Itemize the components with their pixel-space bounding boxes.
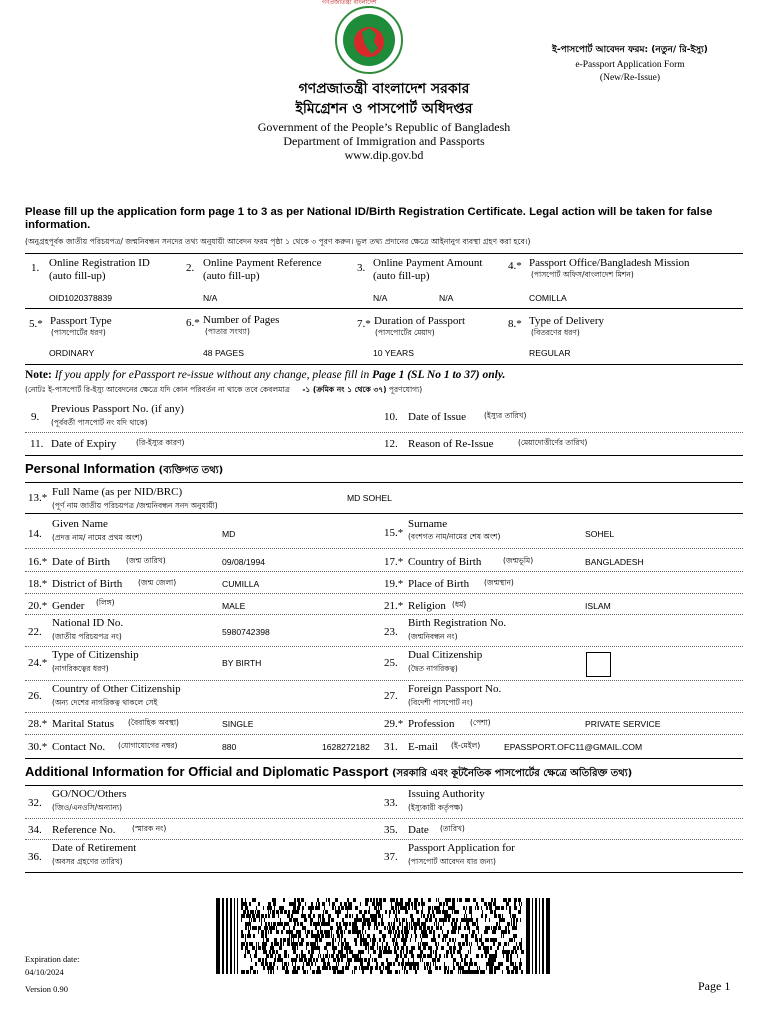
- field-36-number: 36.: [28, 851, 42, 863]
- field-17-label: Country of Birth: [408, 556, 482, 568]
- divider: [25, 785, 743, 786]
- field-29-sub: (পেশা): [470, 718, 491, 727]
- field-20-number: 20.*: [28, 600, 48, 612]
- divider: [25, 455, 743, 456]
- religion-value[interactable]: ISLAM: [585, 601, 611, 611]
- field-37-sub: (পাসপোর্ট আবেদন যার জন্য): [408, 857, 496, 866]
- field-14-number: 14.: [28, 528, 42, 540]
- field-9-sub: (পূর্ববর্তী পাসপোর্ট নং যদি থাকে): [51, 418, 148, 427]
- field-21-number: 21.*: [384, 600, 404, 612]
- field-3-number: 3.: [357, 262, 366, 274]
- surname-value[interactable]: SOHEL: [585, 529, 615, 539]
- country-of-birth-value[interactable]: BANGLADESH: [585, 557, 644, 567]
- divider: [25, 432, 743, 433]
- field-4-sub: (পাসপোর্ট অফিস/বাংলাদেশ মিশন): [531, 270, 634, 279]
- seal-text: গণপ্রজাতন্ত্রী বাংলাদেশ: [322, 0, 377, 6]
- marital-status-value[interactable]: SINGLE: [222, 719, 254, 729]
- field-19-label: Place of Birth: [408, 578, 470, 590]
- field-33-sub: (ইস্যুকারী কর্তৃপক্ষ): [408, 803, 464, 812]
- field-8-label: Type of Delivery: [529, 315, 604, 327]
- field-16-label: Date of Birth: [52, 556, 111, 568]
- field-12-label: Reason of Re-Issue: [408, 438, 494, 450]
- email-value[interactable]: EPASSPORT.OFC11@GMAIL.COM: [504, 742, 643, 752]
- field-16-number: 16.*: [28, 556, 48, 568]
- field-18-label: District of Birth: [52, 578, 123, 590]
- district-of-birth-value[interactable]: CUMILLA: [222, 579, 260, 589]
- reissue-note: [25, 369, 505, 381]
- field-1-label-sub: (auto fill-up): [49, 270, 106, 282]
- field-31-number: 31.: [384, 741, 398, 753]
- government-seal: [322, 0, 416, 74]
- note-bn-bold: -১ (ক্রমিক নং ১ থেকে ৩৭): [302, 385, 387, 394]
- field-35-sub: (তারিখ): [440, 824, 465, 833]
- note-prefix: Note:: [25, 369, 52, 381]
- field-6-sub: (পাতার সংখ্যা): [205, 327, 250, 336]
- note-bn-text: (নোটঃ ই-পাসপোর্ট রি-ইস্যু আবেদনের ক্ষেত্রে যদি কোন পরিবর্তন না থাকে তবে কেবলমাত্র: [25, 385, 290, 394]
- field-10-label: Date of Issue: [408, 411, 467, 423]
- field-28-sub: (বৈবাহিক অবস্থা): [128, 718, 179, 727]
- field-34-sub: (স্মারক নং): [132, 824, 167, 833]
- additional-info-title: Additional Information for Official and Diplomatic Passport: [25, 764, 389, 779]
- form-tag-bn: ই-পাসপোর্ট আবেদন ফরম: (নতুন/ রি-ইস্যু): [552, 45, 708, 55]
- reissue-note-bn: [25, 385, 422, 397]
- passport-office-value[interactable]: COMILLA: [529, 293, 567, 303]
- header-government: Government of the People’s Republic of Bangladesh: [257, 120, 511, 134]
- field-30-sub: (যোগাযোগের নম্বর): [118, 741, 178, 750]
- personal-info-heading: [25, 461, 223, 480]
- delivery-type-value[interactable]: REGULAR: [529, 348, 571, 358]
- field-11-sub: (রি-ইস্যুর কারণ): [136, 438, 185, 447]
- legal-notice: Please fill up the application form page 1 to 3 as per National ID/Birth Registration Certificate. Legal action will be taken for false information.: [25, 206, 713, 231]
- number-of-pages-value[interactable]: 48 PAGES: [203, 348, 244, 358]
- field-29-number: 29.*: [384, 718, 404, 730]
- field-1-number: 1.: [31, 262, 40, 274]
- divider: [25, 680, 743, 681]
- divider: [25, 872, 743, 873]
- field-33-number: 33.: [384, 797, 398, 809]
- field-24-label: Type of Citizenship: [52, 649, 139, 661]
- field-7-number: 7.*: [357, 318, 371, 330]
- field-2-number: 2.: [186, 262, 195, 274]
- field-11-label: Date of Expiry: [51, 438, 117, 450]
- divider: [25, 308, 743, 309]
- contact-number-value[interactable]: 1628272182: [322, 742, 370, 752]
- field-1-label: Online Registration ID: [49, 257, 150, 269]
- field-4-label: Passport Office/Bangladesh Mission: [529, 257, 690, 269]
- field-5-number: 5.*: [29, 318, 43, 330]
- page-number: Page 1: [698, 979, 731, 993]
- field-8-number: 8.*: [508, 318, 522, 330]
- field-26-sub: (অন্য দেশের নাগরিকত্ব থাকলে সেই: [52, 698, 158, 707]
- divider: [25, 839, 743, 840]
- divider: [25, 712, 743, 713]
- field-10-number: 10.: [384, 411, 398, 423]
- field-26-number: 26.: [28, 690, 42, 702]
- field-15-sub: (বংশগত নাম/নামের শেষ অংশ): [408, 532, 501, 541]
- field-13-sub: (পূর্ণ নাম জাতীয় পরিচয়পত্র /জন্মনিবন্ধন সনদ অনুযায়ী): [52, 501, 218, 510]
- field-17-number: 17.*: [384, 556, 404, 568]
- field-2-label-sub: (auto fill-up): [203, 270, 260, 282]
- field-25-label: Dual Citizenship: [408, 649, 483, 661]
- personal-info-title-bn: (ব্যক্তিগত তথ্য): [158, 465, 224, 476]
- additional-info-heading: [25, 764, 632, 783]
- field-32-sub: (জিও/এনওসি/অন্যান্য): [52, 803, 123, 812]
- gender-value[interactable]: MALE: [222, 601, 246, 611]
- field-3-label-sub: (auto fill-up): [373, 270, 430, 282]
- field-32-label: GO/NOC/Others: [52, 788, 127, 800]
- field-11-number: 11.: [30, 438, 44, 450]
- field-16-sub: (জন্ম তারিখ): [126, 556, 166, 565]
- field-3-label: Online Payment Amount: [373, 257, 483, 269]
- divider: [25, 482, 743, 483]
- field-15-number: 15.*: [384, 527, 404, 539]
- divider: [25, 253, 743, 254]
- field-4-number: 4.*: [508, 260, 522, 272]
- online-registration-id-value[interactable]: OID1020378839: [49, 293, 113, 303]
- national-id-value[interactable]: 5980742398: [222, 627, 270, 637]
- field-35-number: 35.: [384, 824, 398, 836]
- field-25-number: 25.: [384, 657, 398, 669]
- note-text: If you apply for ePassport re-issue without any change, please fill in: [51, 369, 373, 381]
- contact-country-code-value[interactable]: 880: [222, 742, 237, 752]
- divider: [25, 818, 743, 819]
- field-27-sub: (বিদেশী পাসপোর্ট নং): [408, 698, 473, 707]
- pdf417-barcode: [216, 898, 550, 974]
- expiration-date: 04/10/2024: [25, 967, 64, 977]
- field-12-number: 12.: [384, 438, 398, 450]
- field-24-sub: (নাগরিকত্বের ধরণ): [52, 664, 109, 673]
- field-22-label: National ID No.: [52, 617, 124, 629]
- field-18-sub: (জন্ম জেলা): [138, 578, 177, 587]
- form-tag-en-sub: (New/Re-Issue): [599, 73, 661, 83]
- field-19-sub: (জন্মস্থান): [484, 578, 514, 587]
- payment-amount-value-2[interactable]: N/A: [439, 293, 454, 303]
- field-20-sub: (লিঙ্গ): [96, 598, 115, 607]
- field-31-sub: (ই-মেইল): [451, 741, 481, 750]
- form-tag-en: e-Passport Application Form: [575, 60, 685, 70]
- field-33-label: Issuing Authority: [408, 788, 485, 800]
- divider: [25, 758, 743, 759]
- version-label: Version 0.90: [25, 984, 68, 994]
- field-21-sub: (ধর্ম): [452, 600, 467, 609]
- date-of-birth-value[interactable]: 09/08/1994: [222, 557, 266, 567]
- field-34-number: 34.: [28, 824, 42, 836]
- dual-citizenship-checkbox[interactable]: [586, 652, 611, 677]
- field-23-number: 23.: [384, 626, 398, 638]
- field-21-label: Religion: [408, 600, 446, 612]
- field-10-sub: (ইস্যুর তারিখ): [484, 411, 527, 420]
- field-13-number: 13.*: [28, 492, 48, 504]
- given-name-value[interactable]: MD: [222, 529, 236, 539]
- field-29-label: Profession: [408, 718, 455, 730]
- field-22-sub: (জাতীয় পরিচয়পত্র নং): [52, 632, 122, 641]
- field-27-label: Foreign Passport No.: [408, 683, 502, 695]
- field-23-sub: (জন্মনিবন্ধন নং): [408, 632, 458, 641]
- field-35-label: Date: [408, 824, 429, 836]
- field-6-number: 6.*: [186, 317, 200, 329]
- field-26-label: Country of Other Citizenship: [52, 683, 181, 695]
- divider: [25, 364, 743, 365]
- field-6-label: Number of Pages: [203, 314, 280, 326]
- divider: [25, 614, 743, 615]
- divider: [25, 734, 743, 735]
- field-25-sub: (দ্বৈত নাগরিকত্ব): [408, 664, 458, 673]
- passport-duration-value[interactable]: 10 YEARS: [373, 348, 414, 358]
- header-bn-department: ইমিগ্রেশন ও পাসপোর্ট অধিদপ্তর: [295, 101, 473, 117]
- field-34-label: Reference No.: [52, 824, 116, 836]
- field-9-number: 9.: [31, 411, 40, 423]
- form-tag: [530, 42, 730, 83]
- field-27-number: 27.: [384, 690, 398, 702]
- passport-type-value[interactable]: ORDINARY: [49, 348, 95, 358]
- field-2-label: Online Payment Reference: [203, 257, 322, 269]
- field-20-label: Gender: [52, 600, 85, 612]
- field-18-number: 18.*: [28, 578, 48, 590]
- field-30-label: Contact No.: [52, 741, 106, 753]
- legal-notice-bn: (অনুগ্রহপূর্বক জাতীয় পরিচয়পত্র/ জন্মনিবন্ধন সনদের তথ্য অনুযায়ী আবেদন ফরম পৃষ্ঠা ১ থেকে ৩ পূরণ করুন। ভুল তথ্য প্রদানের ক্ষেত্রে আইনানুগ ব্যবস্থা গ্রহণ করা হবে।): [25, 237, 531, 246]
- divider: [25, 513, 743, 514]
- field-15-label: Surname: [408, 518, 448, 530]
- additional-info-title-bn: (সরকারি এবং কূটনৈতিক পাসপোর্টের ক্ষেত্রে অতিরিক্ত তথ্য): [391, 768, 633, 779]
- field-37-number: 37.: [384, 851, 398, 863]
- field-12-sub: (মেয়াদোত্তীর্ণের তারিখ): [518, 438, 588, 447]
- header-department: Department of Immigration and Passports: [283, 134, 485, 148]
- field-5-label: Passport Type: [50, 315, 112, 327]
- field-28-label: Marital Status: [52, 718, 115, 730]
- payment-reference-value[interactable]: N/A: [203, 293, 218, 303]
- note-text-bold: Page 1 (SL No 1 to 37) only.: [372, 369, 506, 381]
- profession-value[interactable]: PRIVATE SERVICE: [585, 719, 661, 729]
- field-28-number: 28.*: [28, 718, 48, 730]
- field-22-number: 22.: [28, 626, 42, 638]
- expiration-label: Expiration date:: [25, 954, 80, 964]
- field-36-sub: (অবসর গ্রহণের তারিখ): [52, 857, 123, 866]
- field-5-sub: (পাসপোর্টের ধরণ): [51, 328, 106, 337]
- field-13-label: Full Name (as per NID/BRC): [52, 486, 183, 498]
- personal-info-title: Personal Information: [25, 461, 156, 476]
- field-9-label: Previous Passport No. (if any): [51, 403, 184, 415]
- field-23-label: Birth Registration No.: [408, 617, 507, 629]
- field-14-sub: (প্রদত্ত নাম/ নামের প্রথম অংশ): [52, 533, 143, 542]
- payment-amount-value[interactable]: N/A: [373, 293, 388, 303]
- field-24-number: 24.*: [28, 657, 48, 669]
- field-32-number: 32.: [28, 797, 42, 809]
- field-19-number: 19.*: [384, 578, 404, 590]
- header-website: www.dip.gov.bd: [344, 148, 424, 162]
- field-14-label: Given Name: [52, 518, 108, 530]
- header-bn-government: গণপ্রজাতন্ত্রী বাংলাদেশ সরকার: [298, 81, 470, 97]
- field-31-label: E-mail: [408, 741, 438, 753]
- citizenship-type-value[interactable]: BY BIRTH: [222, 658, 262, 668]
- divider: [25, 593, 743, 594]
- divider: [25, 646, 743, 647]
- field-8-sub: (বিতরণের ধরণ): [531, 328, 580, 337]
- divider: [25, 548, 743, 549]
- field-17-sub: (জন্মভূমি): [503, 556, 534, 565]
- field-37-label: Passport Application for: [408, 842, 515, 854]
- note-bn-end: পূরণযোগ্য): [388, 385, 423, 394]
- field-36-label: Date of Retirement: [52, 842, 137, 854]
- field-30-number: 30.*: [28, 741, 48, 753]
- divider: [25, 571, 743, 572]
- field-7-label: Duration of Passport: [374, 315, 466, 327]
- full-name-value[interactable]: MD SOHEL: [347, 493, 392, 503]
- field-7-sub: (পাসপোর্টের মেয়াদ): [375, 328, 435, 337]
